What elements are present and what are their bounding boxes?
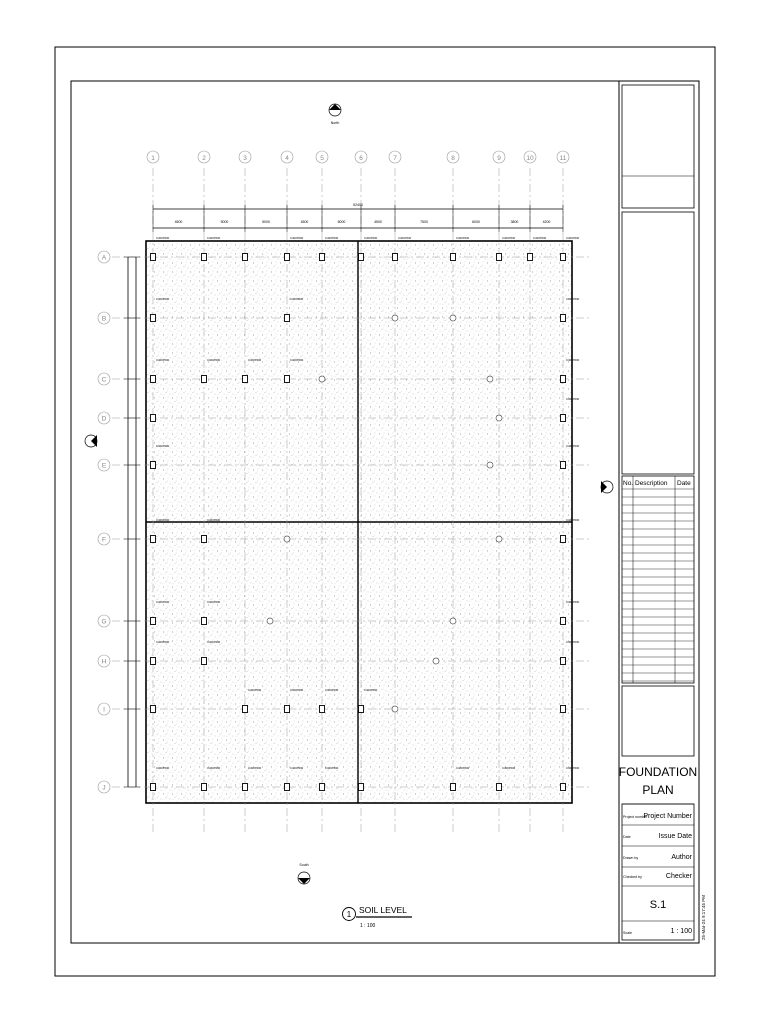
- checked-by-value: Checker: [665, 873, 692, 880]
- column-icon: [151, 706, 156, 713]
- column-icon: [359, 254, 364, 261]
- round-column-icon: [496, 536, 502, 542]
- grid-label-row-F: F: [102, 536, 106, 544]
- view-scale-text: 1 : 100: [360, 923, 376, 929]
- sheet-title-line2: PLAN: [642, 783, 674, 797]
- column-icon: [497, 254, 502, 261]
- round-column-footing: [392, 315, 398, 321]
- footing-tag: C400X500: [566, 358, 580, 362]
- column-spacing-text: 3800: [510, 220, 519, 224]
- south-label: South: [299, 863, 309, 867]
- footing-tag: C400X500: [290, 766, 304, 770]
- view-title: [343, 905, 413, 929]
- round-column-footing: [487, 462, 493, 468]
- column-spacing-text: 7500: [420, 220, 428, 224]
- sheet-title-line1: FOUNDATION: [618, 765, 698, 779]
- footing-tag: C400X500: [566, 518, 580, 522]
- column-icon: [561, 254, 566, 261]
- column-icon: [359, 784, 364, 791]
- date-value: Issue Date: [658, 833, 692, 840]
- grid-label-col-6: 6: [359, 155, 363, 162]
- north-label: North: [330, 121, 340, 125]
- footing-tag: C400X500: [156, 640, 170, 644]
- south-marker-icon: [298, 863, 310, 884]
- east-section-marker-icon: [601, 481, 613, 493]
- footing-tag: C400X500: [456, 766, 470, 770]
- scale-label: Scale: [623, 931, 632, 935]
- round-column-icon: [433, 658, 439, 664]
- column-icon: [561, 415, 566, 422]
- grid-label-col-5: 5: [320, 155, 324, 162]
- column-icon: [561, 706, 566, 713]
- scale-value: 1 : 100: [670, 928, 692, 935]
- revision-schedule: [622, 476, 694, 683]
- revision-description-header: Description: [635, 480, 668, 487]
- footing-tag: C400X500: [398, 236, 412, 240]
- footing-tag: C400X500: [248, 688, 262, 692]
- square-column-footing: [151, 415, 156, 422]
- column-icon: [320, 706, 325, 713]
- revision-date-header: Date: [677, 480, 691, 487]
- round-column-footing: [496, 415, 502, 421]
- column-icon: [243, 376, 248, 383]
- column-icon: [151, 254, 156, 261]
- project-number-label: Project number: [623, 815, 648, 819]
- footing-tag: C400X500: [207, 236, 221, 240]
- column-icon: [561, 376, 566, 383]
- grid-label-row-D: D: [101, 415, 107, 423]
- footing-tag: C400X500: [207, 518, 221, 522]
- grid-label-row-I: I: [103, 706, 105, 714]
- notes-box: [622, 212, 694, 474]
- footing-tag: C400X500: [156, 600, 170, 604]
- column-spacing-text: 4500: [300, 220, 309, 224]
- round-column-icon: [450, 618, 456, 624]
- footing-tag: C400X500: [290, 297, 304, 301]
- footing-tag: C400X500: [566, 444, 580, 448]
- print-timestamp: 25-Mar-24 9:17:45 PM: [701, 894, 706, 940]
- footing-tag: C400X500: [156, 358, 170, 362]
- column-icon: [202, 658, 207, 665]
- footing-tag: C400X500: [325, 236, 339, 240]
- grid-label-col-4: 4: [285, 155, 289, 162]
- round-column-footing: [496, 536, 502, 542]
- footing-tag: C400X500: [290, 358, 304, 362]
- column-icon: [202, 536, 207, 543]
- footing-tag: C400X500: [207, 600, 221, 604]
- round-column-icon: [450, 315, 456, 321]
- footing-tag: C400X500: [290, 236, 304, 240]
- title-block: [619, 81, 706, 943]
- footing-tag: C400X500: [156, 236, 170, 240]
- grid-label-col-1: 1: [151, 155, 155, 162]
- column-icon: [151, 462, 156, 469]
- footing-tag: C400X500: [364, 236, 378, 240]
- view-title-text: SOIL LEVEL: [359, 905, 407, 915]
- column-spacing-text: 4500: [374, 220, 382, 224]
- grid-label-row-A: A: [101, 254, 107, 262]
- column-icon: [497, 784, 502, 791]
- footing-tag: C400X500: [456, 236, 470, 240]
- column-icon: [151, 376, 156, 383]
- column-icon: [561, 315, 566, 322]
- grid-label-col-8: 8: [451, 155, 455, 162]
- grid-label-col-2: 2: [202, 155, 206, 162]
- column-icon: [393, 254, 398, 261]
- footing-tag: C400X500: [325, 688, 339, 692]
- round-column-icon: [267, 618, 273, 624]
- column-icon: [285, 254, 290, 261]
- round-column-icon: [392, 706, 398, 712]
- round-column-footing: [433, 658, 439, 664]
- column-spacing-text: 4500: [174, 220, 183, 224]
- square-column-footing: [561, 706, 566, 713]
- round-column-icon: [392, 315, 398, 321]
- drawn-by-label: Drawn by: [623, 856, 639, 860]
- footing-tag: C400X500: [207, 766, 221, 770]
- footing-tag: C400X500: [248, 358, 262, 362]
- column-icon: [151, 415, 156, 422]
- round-column-footing: [487, 376, 493, 382]
- column-icon: [451, 254, 456, 261]
- grid-label-row-B: B: [101, 315, 107, 323]
- column-icon: [151, 784, 156, 791]
- footing-tag: C400X500: [566, 766, 580, 770]
- column-icon: [202, 376, 207, 383]
- grid-label-row-E: E: [101, 462, 107, 470]
- logo-box: [622, 85, 694, 208]
- footing-tag: C400X500: [502, 766, 516, 770]
- column-icon: [202, 784, 207, 791]
- square-column-footing: [243, 254, 248, 261]
- column-icon: [151, 315, 156, 322]
- round-column-footing: [319, 376, 325, 382]
- column-spacing-text: 6000: [472, 220, 480, 224]
- column-icon: [561, 618, 566, 625]
- column-icon: [320, 254, 325, 261]
- column-icon: [243, 254, 248, 261]
- footing-tag: C400X500: [290, 688, 304, 692]
- round-column-icon: [487, 462, 493, 468]
- round-column-footing: [392, 706, 398, 712]
- footing-tag: C400X500: [156, 518, 170, 522]
- west-section-marker-icon: [85, 435, 97, 447]
- round-column-icon: [496, 415, 502, 421]
- column-icon: [202, 254, 207, 261]
- column-icon: [151, 618, 156, 625]
- column-icon: [359, 706, 364, 713]
- column-icon: [561, 536, 566, 543]
- column-icon: [320, 784, 325, 791]
- grid-label-row-J: J: [102, 784, 106, 792]
- footing-tag: C400X500: [156, 297, 170, 301]
- footing-tag: C400X500: [207, 640, 221, 644]
- column-spacing-text: 5000: [337, 220, 346, 224]
- sheet-number: S.1: [649, 899, 667, 911]
- footing-tag: C400X500: [207, 358, 221, 362]
- column-icon: [285, 706, 290, 713]
- footing-tag: C400X500: [502, 236, 516, 240]
- grid-label-row-G: G: [101, 618, 107, 626]
- grid-label-row-H: H: [101, 658, 107, 666]
- footing-tag: C400X500: [566, 640, 580, 644]
- footing-tag: C400X500: [364, 688, 378, 692]
- footing-tag: C400X500: [325, 766, 339, 770]
- round-column-footing: [284, 536, 290, 542]
- round-column-icon: [319, 376, 325, 382]
- footing-tag: C400X500: [566, 236, 580, 240]
- grid-label-col-11: 11: [559, 155, 567, 162]
- column-icon: [243, 706, 248, 713]
- grid-label-row-C: C: [101, 376, 107, 384]
- column-icon: [202, 618, 207, 625]
- column-spacing-text: 4200: [542, 220, 551, 224]
- north-marker-icon: [329, 104, 341, 125]
- revision-no-header: No.: [623, 480, 634, 487]
- date-label: Date: [623, 835, 631, 839]
- view-number: 1: [346, 910, 352, 919]
- grid-label-col-10: 10: [526, 155, 534, 162]
- grid-label-col-7: 7: [393, 155, 397, 162]
- grid-label-col-9: 9: [497, 155, 501, 162]
- foundation-slab: [146, 241, 572, 803]
- round-column-footing: [450, 315, 456, 321]
- column-icon: [561, 462, 566, 469]
- drawn-by-value: Author: [671, 854, 692, 861]
- column-icon: [151, 536, 156, 543]
- round-column-icon: [284, 536, 290, 542]
- footing-tag: C400X500: [566, 297, 580, 301]
- square-column-footing: [151, 706, 156, 713]
- column-icon: [243, 784, 248, 791]
- footing-tag: C400X500: [156, 444, 170, 448]
- column-spacing-text: 5000: [220, 220, 229, 224]
- project-number-value: Project Number: [643, 813, 692, 820]
- round-column-footing: [450, 618, 456, 624]
- column-icon: [561, 784, 566, 791]
- footing-tag: C400X500: [566, 600, 580, 604]
- footing-tag: C400X500: [566, 397, 580, 401]
- overall-dimension-text: 52400: [353, 203, 363, 207]
- column-spacing-text: 5000: [262, 220, 270, 224]
- checked-by-label: Checked by: [623, 875, 642, 879]
- column-icon: [451, 784, 456, 791]
- footing-tag: C400X500: [156, 766, 170, 770]
- column-icon: [285, 315, 290, 322]
- column-icon: [285, 784, 290, 791]
- column-icon: [151, 658, 156, 665]
- column-icon: [528, 254, 533, 261]
- footing-tag: C400X500: [248, 766, 262, 770]
- square-column-footing: [359, 784, 364, 791]
- column-icon: [285, 376, 290, 383]
- round-column-footing: [267, 618, 273, 624]
- footing-tag: C400X500: [533, 236, 547, 240]
- column-icon: [561, 658, 566, 665]
- round-column-icon: [487, 376, 493, 382]
- grid-label-col-3: 3: [243, 155, 247, 162]
